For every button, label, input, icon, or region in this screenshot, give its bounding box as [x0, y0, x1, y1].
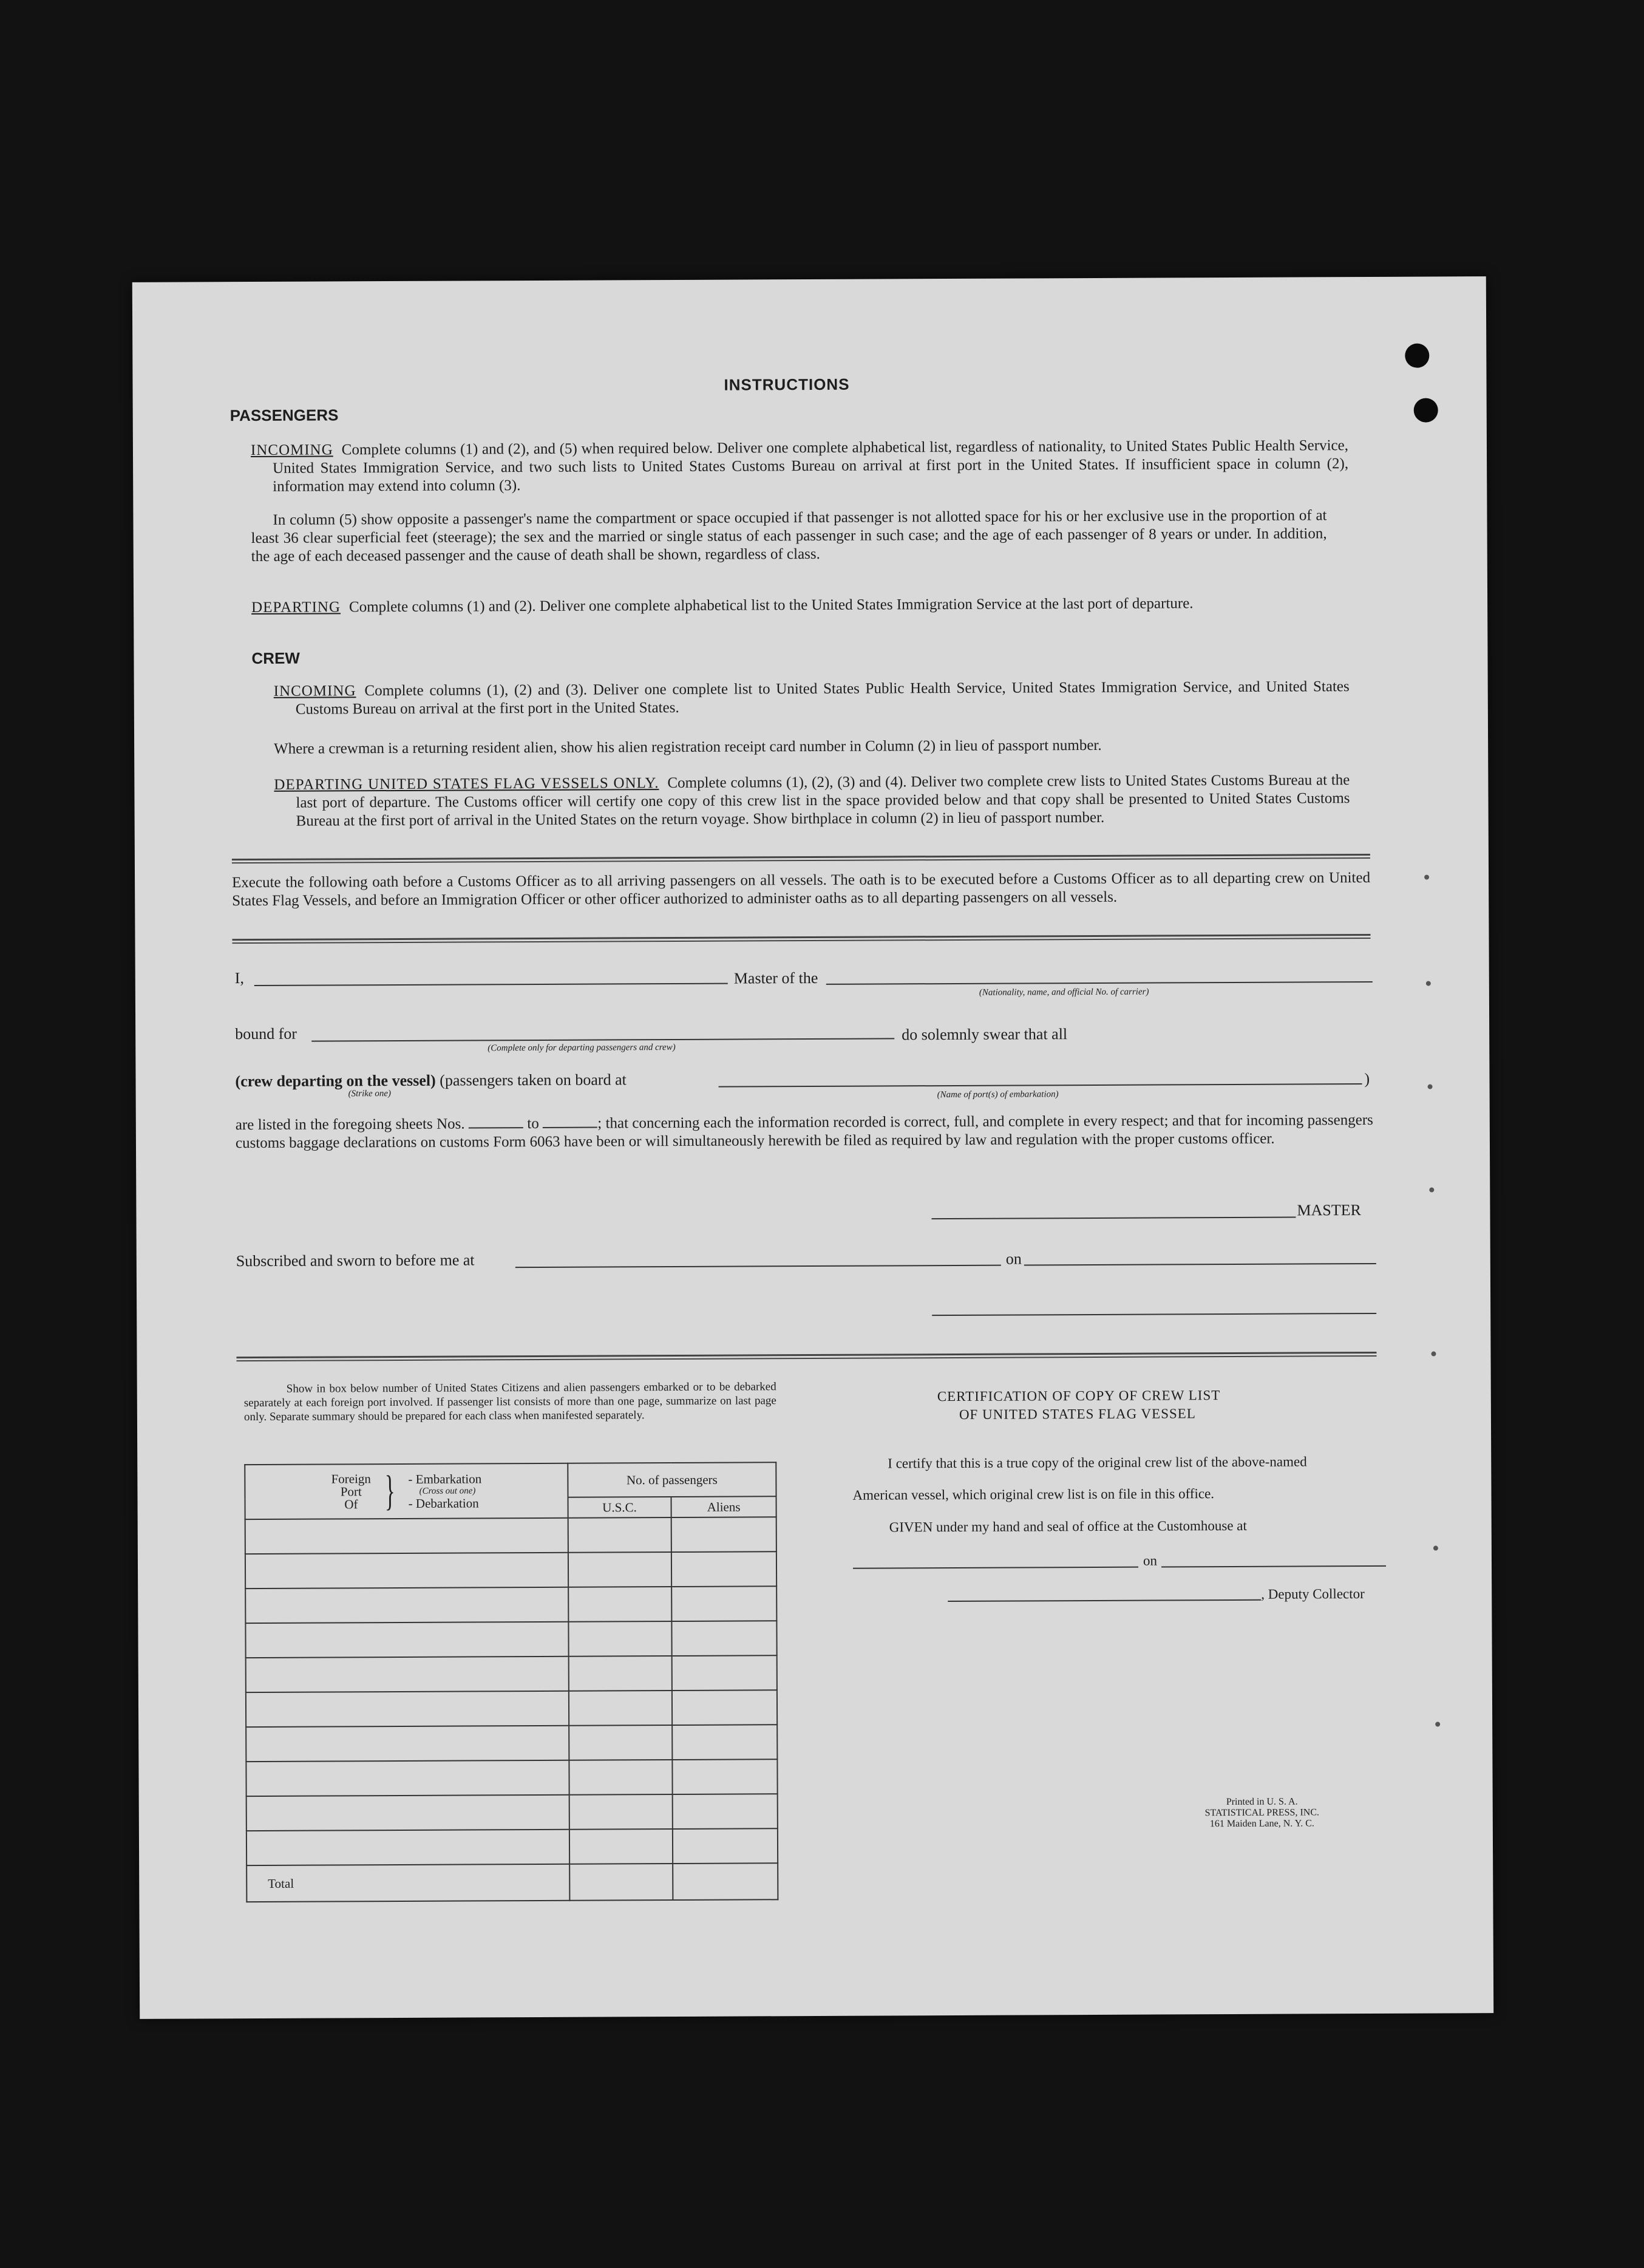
usc-cell[interactable] — [569, 1656, 672, 1691]
port-cell[interactable] — [245, 1518, 568, 1554]
passengers-departing-label: DEPARTING — [251, 599, 341, 616]
aliens-cell[interactable] — [672, 1690, 777, 1725]
port-cell[interactable] — [246, 1691, 569, 1727]
sheet-from-field[interactable] — [469, 1127, 523, 1128]
aliens-cell[interactable] — [671, 1551, 776, 1587]
usc-cell[interactable] — [568, 1587, 671, 1622]
certification-title-2: OF UNITED STATES FLAG VESSEL — [959, 1406, 1196, 1422]
passengers-incoming-text: Complete columns (1) and (2), and (5) when required below. Deliver one complete alphabetical list, regardless of nationality, to United States Public Health Service, United States Immigration Service, and two such lists to United States Customs Bureau on arrival at first port in the United States. If insufficient space in column (2), information may extend into column (3). — [273, 437, 1349, 495]
crew-heading: CREW — [251, 649, 300, 668]
port-label: Port — [340, 1483, 362, 1499]
master-name-field[interactable] — [254, 983, 728, 986]
port-cell[interactable] — [245, 1622, 568, 1658]
usc-total-cell[interactable] — [569, 1864, 673, 1901]
scan-speck — [1426, 981, 1431, 986]
master-signature-line[interactable] — [932, 1217, 1296, 1220]
certification-date-field[interactable] — [1161, 1565, 1386, 1568]
total-label: Total — [246, 1864, 569, 1902]
crew-departing-label: DEPARTING UNITED STATES FLAG VESSELS ONLY. — [274, 775, 659, 793]
aliens-cell[interactable] — [672, 1655, 777, 1691]
table-row — [246, 1794, 778, 1831]
aliens-total-cell[interactable] — [673, 1863, 778, 1900]
aliens-cell[interactable] — [673, 1828, 778, 1864]
total-row — [246, 1863, 778, 1902]
table-row — [246, 1655, 777, 1692]
of-label: Of — [344, 1496, 358, 1511]
customhouse-field[interactable] — [853, 1567, 1138, 1569]
section-divider — [236, 1352, 1376, 1361]
scan-speck — [1428, 1085, 1433, 1089]
aliens-cell[interactable] — [672, 1759, 777, 1794]
sheets-to: to — [527, 1115, 539, 1132]
aliens-cell[interactable] — [671, 1517, 776, 1552]
subscribed-on-label: on — [1005, 1250, 1022, 1268]
usc-cell[interactable] — [569, 1691, 672, 1726]
table-row — [245, 1517, 776, 1554]
aliens-cell[interactable] — [673, 1794, 778, 1829]
passengers-column5-paragraph: In column (5) show opposite a passenger's name the compartment or space occupied if that passenger is not allotted space for his or her exclusive use in the proportion of at least 36 clear superficial feet (steerage); the sex and the married or single status of each passenger in such case; and the age of each passenger of 8 years or under. In addition, the age of each deceased passenger and the cause of death shall be shown, regardless of class. — [251, 507, 1327, 565]
brace: } — [384, 1468, 395, 1515]
sheets-prefix: are listed in the foregoing sheets Nos. — [235, 1115, 465, 1134]
printer-line-2: STATISTICAL PRESS, INC. — [1204, 1807, 1320, 1819]
usc-cell[interactable] — [569, 1829, 673, 1864]
port-cell[interactable] — [245, 1553, 568, 1589]
certification-title-1: CERTIFICATION OF COPY OF CREW LIST — [937, 1388, 1221, 1405]
sheet-to-field[interactable] — [543, 1127, 597, 1128]
carrier-caption: (Nationality, name, and official No. of carrier) — [979, 987, 1149, 998]
table-row — [245, 1551, 776, 1589]
subscribed-label: Subscribed and sworn to before me at — [236, 1251, 475, 1270]
crew-incoming-paragraph — [274, 678, 1350, 719]
crew-incoming-label: INCOMING — [273, 683, 356, 700]
given-text: GIVEN under my hand and seal of office at the Customhouse at — [889, 1517, 1247, 1535]
certification-on-label: on — [1143, 1553, 1158, 1568]
aliens-cell[interactable] — [672, 1725, 777, 1760]
foreign-label: Foreign — [331, 1471, 371, 1486]
usc-cell[interactable] — [568, 1552, 671, 1587]
table-row — [246, 1690, 777, 1727]
oath-i-label: I, — [234, 969, 245, 987]
passengers-incoming-label: INCOMING — [250, 441, 333, 459]
punch-hole — [1414, 398, 1438, 422]
debarkation-label: - Debarkation — [408, 1496, 479, 1511]
printer-imprint — [1171, 1796, 1353, 1830]
table-row — [246, 1828, 778, 1865]
section-divider — [232, 934, 1370, 944]
crew-resident-paragraph: Where a crewman is a returning resident alien, show his alien registration receipt card number in Column (2) in lieu of passport number. — [274, 737, 1102, 757]
embarkation-label: - Embarkation — [408, 1471, 482, 1486]
usc-cell[interactable] — [569, 1794, 673, 1830]
bound-for-label: bound for — [235, 1024, 297, 1043]
passengers-departing-text: Complete columns (1) and (2). Deliver one complete alphabetical list to the United States Immigration Service at the last port of departure. — [348, 595, 1194, 616]
deputy-collector-label: , Deputy Collector — [1261, 1586, 1365, 1602]
passengers-heading: PASSENGERS — [229, 406, 339, 425]
port-header-cell — [245, 1463, 568, 1519]
table-row — [245, 1621, 776, 1658]
aliens-cell[interactable] — [671, 1586, 776, 1621]
certification-text-2: American vessel, which original crew list is on file in this office. — [852, 1486, 1215, 1503]
oath-instructions: Execute the following oath before a Customs Officer as to all arriving passengers on all vessels. The oath is to be executed before a Customs Officer as to all departing crew on United States Flag Vessels, and before an Immigration Officer or other officer authorized to administer oaths as to all departing passengers on all vessels. — [232, 869, 1371, 910]
crew-departing-text: (crew departing on the vessel) — [235, 1071, 436, 1091]
instructions-title: INSTRUCTIONS — [724, 375, 850, 394]
crew-incoming-text: Complete columns (1), (2) and (3). Deliver one complete list to United States Public Health Service, United States Immigration Service, and United States Customs Bureau on arrival at the first port in the United States. — [295, 678, 1350, 718]
port-cell[interactable] — [246, 1760, 569, 1796]
section-divider — [232, 854, 1370, 863]
port-cell[interactable] — [246, 1795, 569, 1831]
printer-line-1: Printed in U. S. A. — [1226, 1796, 1298, 1808]
usc-cell[interactable] — [569, 1760, 672, 1795]
form-page — [132, 276, 1493, 2019]
sheets-rest: ; that concerning each the information recorded is correct, full, and complete in every respect; and that for incoming passengers customs baggage declarations on customs Form 6063 have been or will simultaneously herewith be filed as required by law and regulation with the proper customs officer. — [235, 1111, 1373, 1152]
usc-cell[interactable] — [569, 1725, 672, 1760]
punch-hole — [1405, 344, 1429, 368]
bound-for-caption: (Complete only for departing passengers and crew) — [487, 1042, 676, 1054]
passenger-summary-table — [244, 1462, 778, 1902]
usc-header: U.S.C. — [568, 1497, 671, 1518]
aliens-header: Aliens — [671, 1496, 776, 1517]
table-row — [245, 1586, 776, 1623]
table-row — [246, 1759, 777, 1796]
embarkation-ports-field[interactable] — [719, 1083, 1362, 1088]
summary-instructions: Show in box below number of United States Citizens and alien passengers embarked or to be debarked separately at each foreign port involved. If passenger list consists of more than one page, summarize on last page only. Separate summary should be prepared for each class when manifested separately. — [243, 1380, 776, 1424]
scan-speck — [1431, 1352, 1436, 1357]
master-of-the-label: Master of the — [733, 969, 818, 987]
usc-cell[interactable] — [568, 1621, 671, 1657]
scan-speck — [1429, 1188, 1434, 1193]
port-cell[interactable] — [245, 1587, 568, 1623]
passengers-taken-text: (passengers taken on board at — [440, 1071, 627, 1089]
table-row — [246, 1725, 777, 1762]
officer-signature-line[interactable] — [932, 1313, 1376, 1316]
scan-speck — [1424, 875, 1429, 880]
ports-caption: (Name of port(s) of embarkation) — [937, 1089, 1059, 1100]
subscribed-date-field[interactable] — [1024, 1263, 1376, 1266]
subscribed-place-field[interactable] — [515, 1265, 1001, 1268]
port-cell[interactable] — [246, 1726, 569, 1762]
certification-text-1: I certify that this is a true copy of the original crew list of the above-named — [888, 1454, 1307, 1471]
aliens-cell[interactable] — [671, 1621, 776, 1656]
printer-line-3: 161 Maiden Lane, N. Y. C. — [1209, 1818, 1314, 1830]
strike-one-caption: (Strike one) — [348, 1089, 392, 1099]
usc-cell[interactable] — [568, 1517, 671, 1553]
no-of-passengers-header: No. of passengers — [568, 1462, 776, 1497]
close-paren: ) — [1364, 1069, 1370, 1088]
cross-out-label: (Cross out one) — [419, 1486, 476, 1496]
master-label: MASTER — [1297, 1201, 1361, 1219]
carrier-field[interactable] — [826, 981, 1373, 985]
solemnly-swear-label: do solemnly swear that all — [902, 1025, 1068, 1044]
passengers-incoming-paragraph — [251, 437, 1348, 496]
crew-departing-paragraph — [274, 771, 1350, 831]
port-cell[interactable] — [246, 1657, 569, 1692]
port-cell[interactable] — [246, 1830, 569, 1865]
passengers-departing-paragraph — [251, 594, 1349, 617]
scan-speck — [1433, 1546, 1438, 1551]
bound-for-field[interactable] — [311, 1038, 894, 1041]
crew-departing-text: Complete columns (1), (2), (3) and (4). Deliver two complete crew lists to United States Customs Bureau at the last port of departure. The Customs officer will certify one copy of this crew list in the space provided below and that copy shall be presented to United States Customs Bureau at the first port of arrival in the United States on the return voyage. Show birthplace in column (2) in lieu of passport number. — [296, 772, 1350, 829]
sheets-paragraph — [236, 1111, 1373, 1153]
scan-speck — [1435, 1722, 1440, 1727]
crew-departing-option — [235, 1071, 626, 1091]
deputy-collector-signature-line[interactable] — [948, 1599, 1261, 1602]
